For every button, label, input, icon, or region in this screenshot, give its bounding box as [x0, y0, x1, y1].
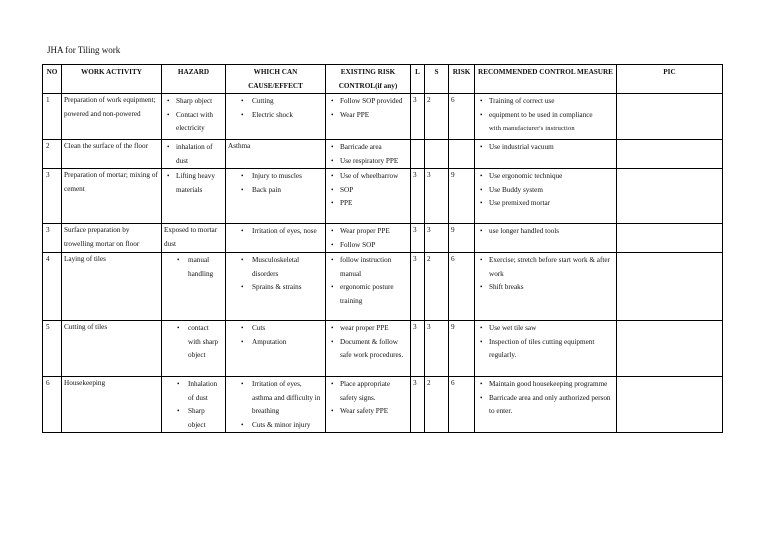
cell-cause: [226, 94, 326, 140]
cell-l: 3: [411, 253, 425, 321]
cell-risk: 9: [449, 321, 475, 377]
cell-l: 3: [411, 224, 425, 253]
list-item: • use longer handled tools: [477, 225, 614, 239]
cell-risk: 9: [449, 169, 475, 224]
list-item: • Wear proper PPE: [328, 225, 408, 239]
cell-existing: [326, 94, 411, 140]
cell-activity: Preparation of work equipment; powered and non-powered: [62, 94, 162, 140]
cell-s: 2: [425, 253, 449, 321]
cell-existing: [326, 321, 411, 377]
list-item: • Sprains & strains: [228, 281, 323, 295]
cell-pic: [617, 253, 723, 321]
cell-cause: Asthma: [226, 140, 326, 169]
header-s: S: [425, 65, 449, 94]
cell-no: 3: [43, 169, 62, 224]
cell-risk: 6: [449, 94, 475, 140]
list-item: • Cutting: [228, 95, 323, 109]
jha-table: [42, 64, 723, 433]
list-item: • Irritation of eyes, nose: [228, 225, 323, 239]
list-item: • Wear safety PPE: [328, 405, 408, 419]
list-item: • Follow SOP provided: [328, 95, 408, 109]
cell-hazard: Exposed to mortar dust: [162, 224, 226, 253]
cell-recommended: [475, 321, 617, 377]
list-item: • Use premixed mortar: [477, 197, 614, 211]
cell-activity: Preparation of mortar; mixing of cement: [62, 169, 162, 224]
list-item: • Training of correct use: [477, 95, 614, 109]
cell-recommended: [475, 94, 617, 140]
cell-no: 4: [43, 253, 62, 321]
list-item: • Maintain good housekeeping programme: [477, 378, 614, 392]
cell-existing: [326, 253, 411, 321]
list-item: • SOP: [328, 184, 408, 198]
cell-l: [411, 140, 425, 169]
cell-recommended: [475, 140, 617, 169]
header-row: [43, 65, 723, 94]
table-row: [43, 321, 723, 377]
cell-pic: [617, 140, 723, 169]
cell-s: [425, 140, 449, 169]
list-item: • Exercise; stretch before start work & after work: [477, 254, 614, 281]
cell-s: 2: [425, 94, 449, 140]
cell-s: 3: [425, 321, 449, 377]
cell-cause: [226, 377, 326, 433]
recommended-extra: with manufacturer's instruction: [489, 125, 575, 132]
cell-activity: Surface preparation by trowelling mortar on floor: [62, 224, 162, 253]
list-item: • Inspection of tiles cutting equipment regularly.: [477, 336, 614, 363]
list-item: • Sharp object: [164, 95, 223, 109]
cell-recommended: [475, 224, 617, 253]
list-item: • Amputation: [228, 336, 323, 350]
list-item: • Document & follow safe work procedures.: [328, 336, 408, 363]
table-row: [43, 94, 723, 140]
cell-l: 3: [411, 94, 425, 140]
cell-cause: [226, 253, 326, 321]
cell-existing: [326, 224, 411, 253]
list-item: • Cuts & minor injury: [228, 419, 323, 433]
list-item: • Inhalation of dust: [164, 378, 223, 405]
list-item: • Place appropriate safety signs.: [328, 378, 408, 405]
cell-activity: Laying of tiles: [62, 253, 162, 321]
cell-hazard: [162, 169, 226, 224]
header-risk: RISK: [449, 65, 475, 94]
cell-hazard: [162, 377, 226, 433]
list-item: • Lifting heavy materials: [164, 170, 223, 197]
table-row: [43, 140, 723, 169]
cell-cause: [226, 224, 326, 253]
cell-activity: Cutting of tiles: [62, 321, 162, 377]
list-item: • Use wet tile saw: [477, 322, 614, 336]
list-item: • follow instruction manual: [328, 254, 408, 281]
cell-cause: [226, 169, 326, 224]
header-pic: PIC: [617, 65, 723, 94]
cell-recommended: [475, 169, 617, 224]
list-item: • inhalation of dust: [164, 141, 223, 168]
list-item: • Shift breaks: [477, 281, 614, 295]
header-no: NO: [43, 65, 62, 94]
list-item: • Musculoskeletal disorders: [228, 254, 323, 281]
header-activity: WORK ACTIVITY: [62, 65, 162, 94]
header-cause: WHICH CAN CAUSE/EFFECT: [226, 65, 326, 94]
cell-s: 3: [425, 169, 449, 224]
table-row: [43, 169, 723, 224]
cell-l: 3: [411, 321, 425, 377]
list-item: • wear proper PPE: [328, 322, 408, 336]
list-item: • Barricade area: [328, 141, 408, 155]
list-item: • Use respiratory PPE: [328, 155, 408, 169]
table-row: [43, 377, 723, 433]
list-item: • contact with sharp object: [164, 322, 223, 363]
list-item: • Electric shock: [228, 109, 323, 123]
cell-existing: [326, 140, 411, 169]
list-item: • Sharp object: [164, 405, 223, 432]
cell-no: 1: [43, 94, 62, 140]
cell-no: 5: [43, 321, 62, 377]
cell-risk: 6: [449, 377, 475, 433]
cell-l: 3: [411, 377, 425, 433]
cell-hazard: [162, 94, 226, 140]
cell-risk: 6: [449, 253, 475, 321]
list-item: • Wear PPE: [328, 109, 408, 123]
header-l: L: [411, 65, 425, 94]
table-row: [43, 224, 723, 253]
list-item: • Use Buddy system: [477, 184, 614, 198]
list-item: • Use industrial vacuum: [477, 141, 614, 155]
header-recommended: RECOMMENDED CONTROL MEASURE: [475, 65, 617, 94]
list-item: • Use ergonomic technique: [477, 170, 614, 184]
list-item: • Use of wheelbarrow: [328, 170, 408, 184]
cell-activity: Clean the surface of the floor: [62, 140, 162, 169]
list-item: • ergonomic posture training: [328, 281, 408, 308]
cell-recommended: [475, 377, 617, 433]
cell-pic: [617, 169, 723, 224]
cell-risk: [449, 140, 475, 169]
list-item: • Barricade area and only authorized person to enter.: [477, 392, 614, 419]
list-item: • Follow SOP: [328, 239, 408, 253]
list-item: • Back pain: [228, 184, 323, 198]
list-item: • Contact with electricity: [164, 109, 223, 136]
list-item: • Irritation of eyes, asthma and difficulty in breathing: [228, 378, 323, 419]
cell-pic: [617, 321, 723, 377]
list-item: • PPE: [328, 197, 408, 211]
cell-existing: [326, 169, 411, 224]
cell-l: 3: [411, 169, 425, 224]
cell-s: 2: [425, 377, 449, 433]
header-existing: EXISTING RISK CONTROL(if any): [326, 65, 411, 94]
cell-hazard: [162, 253, 226, 321]
cell-no: 2: [43, 140, 62, 169]
list-item: • Cuts: [228, 322, 323, 336]
cell-existing: [326, 377, 411, 433]
list-item: • manual handling: [164, 254, 223, 281]
table-row: [43, 253, 723, 321]
cell-activity: Housekeeping: [62, 377, 162, 433]
cell-pic: [617, 377, 723, 433]
cell-hazard: [162, 321, 226, 377]
cell-recommended: [475, 253, 617, 321]
cell-hazard: [162, 140, 226, 169]
cell-risk: 9: [449, 224, 475, 253]
cell-no: 6: [43, 377, 62, 433]
document-title: JHA for Tiling work: [47, 45, 121, 55]
header-hazard: HAZARD: [162, 65, 226, 94]
cell-no: 3: [43, 224, 62, 253]
list-item: • equipment to be used in compliance: [477, 109, 614, 123]
list-item: • Injury to muscles: [228, 170, 323, 184]
cell-pic: [617, 224, 723, 253]
cell-s: 3: [425, 224, 449, 253]
cell-cause: [226, 321, 326, 377]
cell-pic: [617, 94, 723, 140]
